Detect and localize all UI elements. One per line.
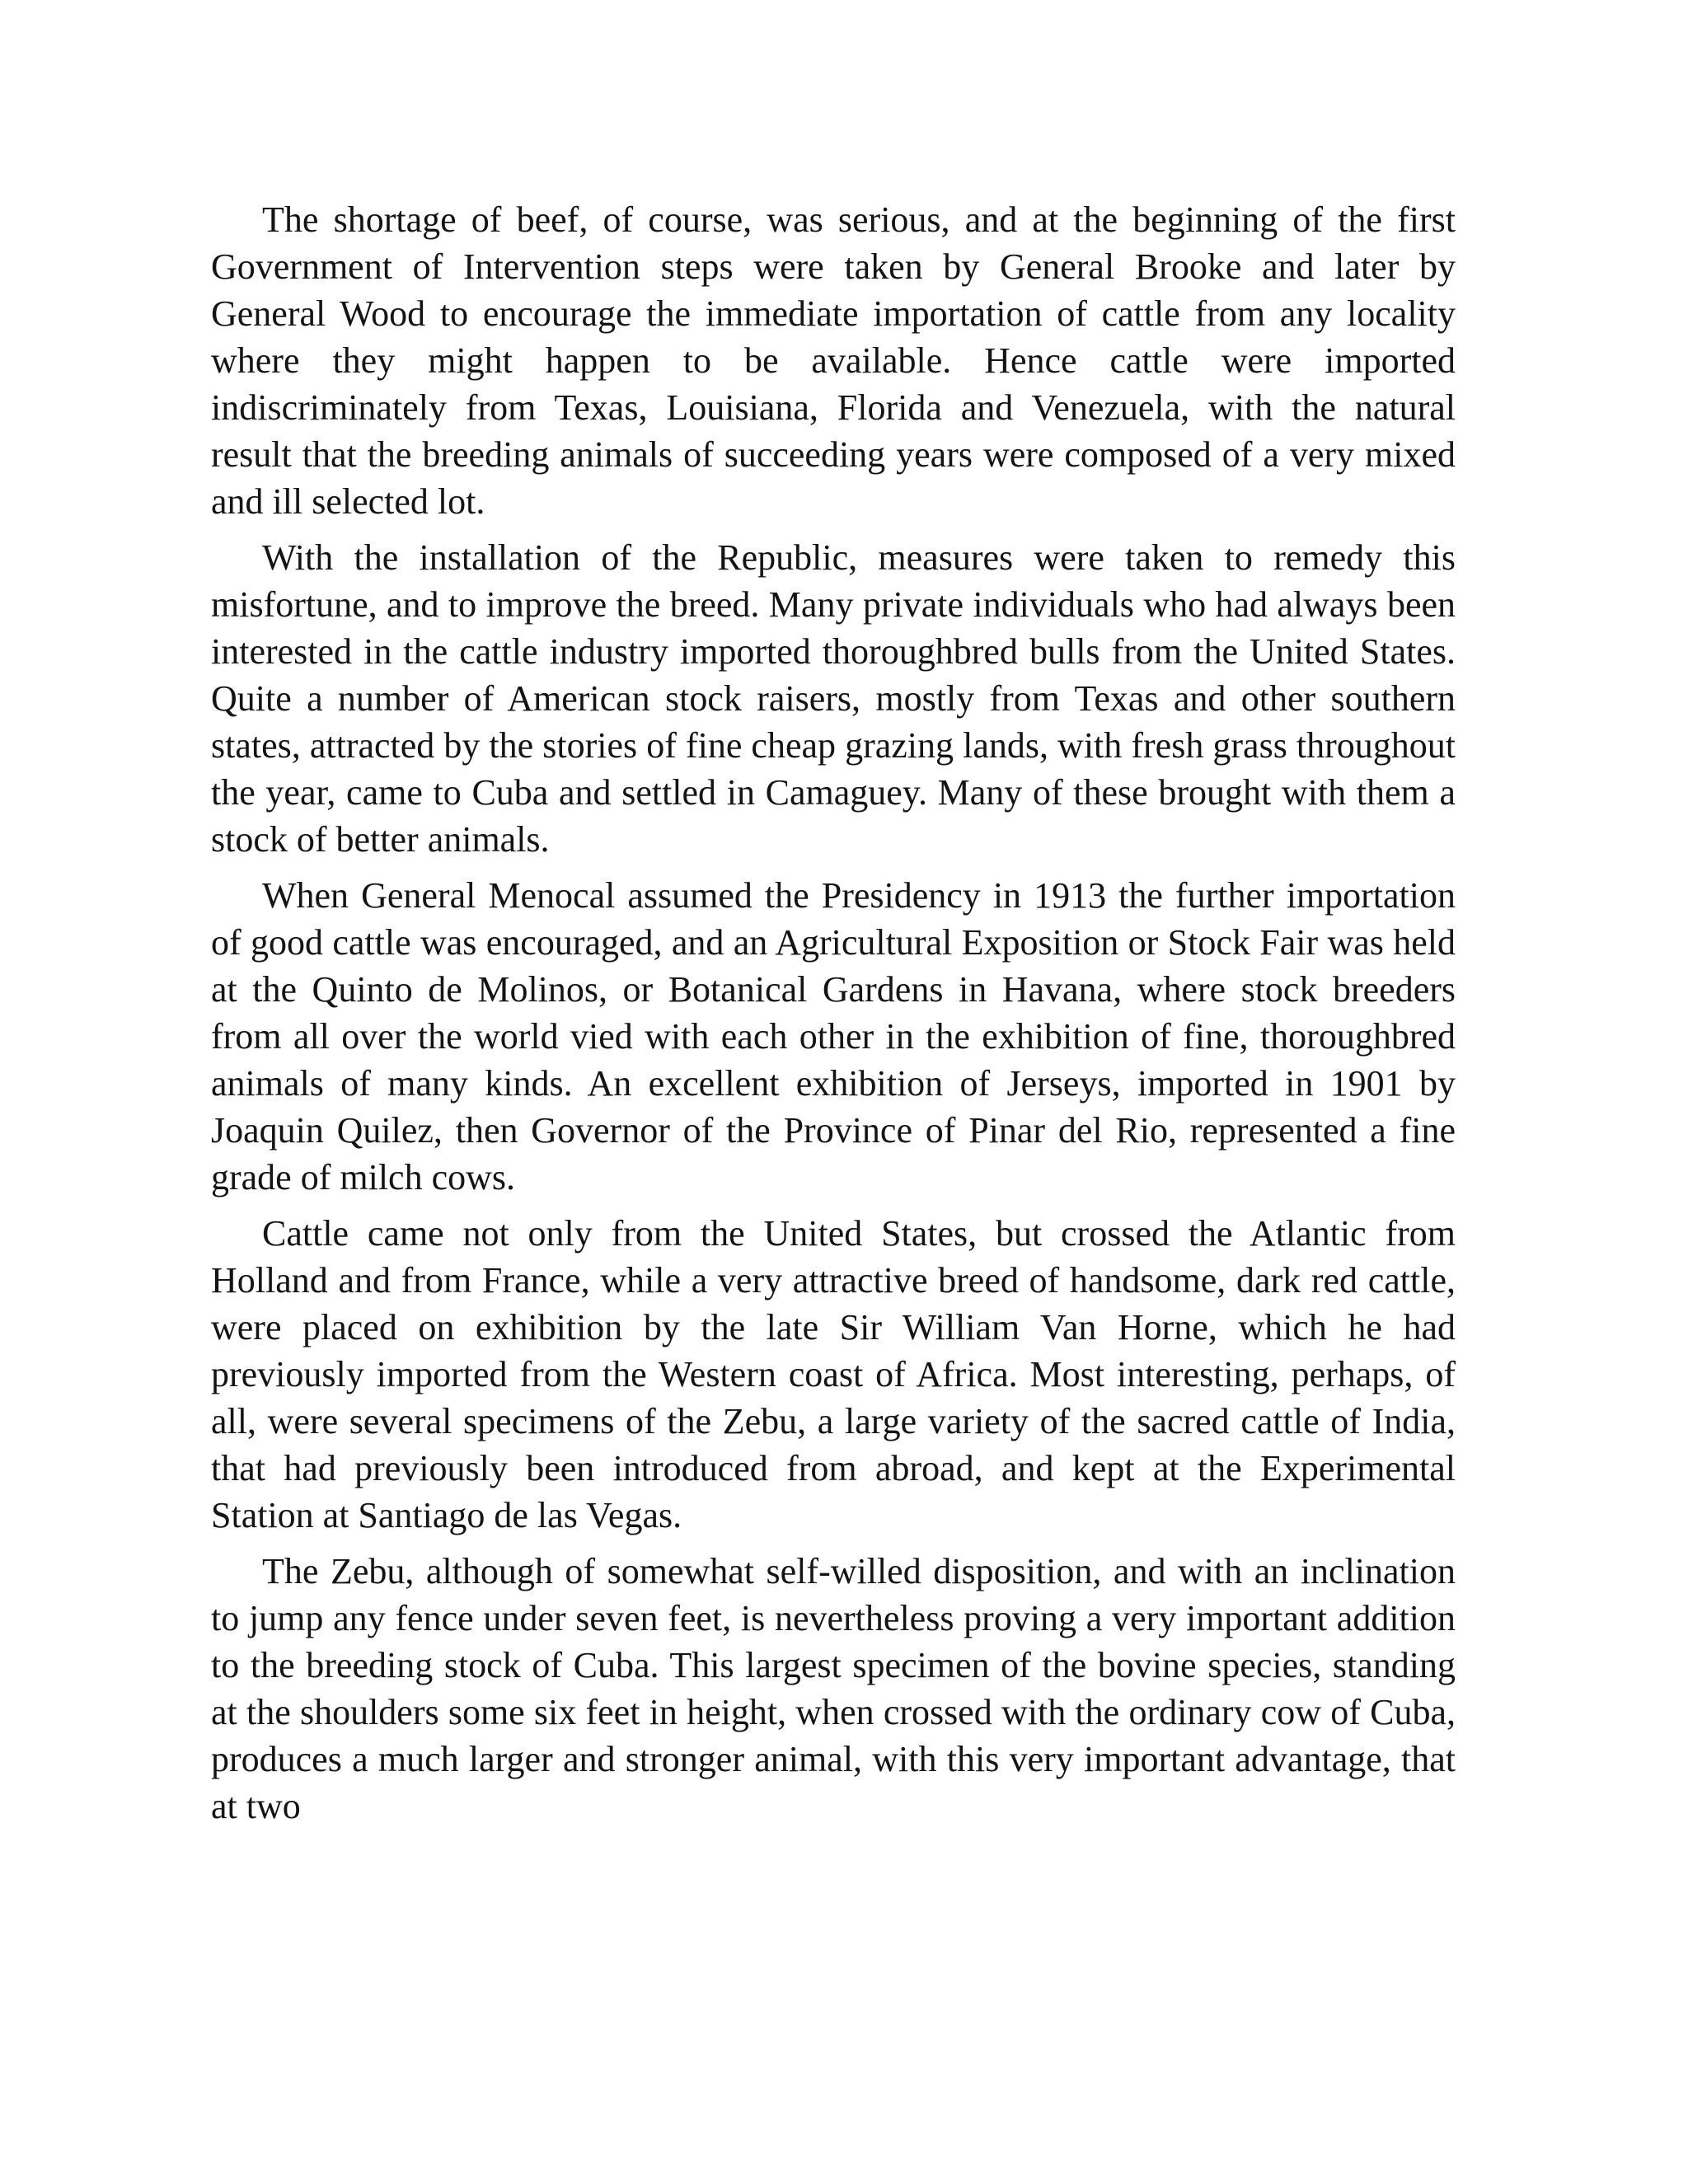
paragraph-menocal-exposition: When General Menocal assumed the Presidency in 1913 the further importation of good cattle was encouraged, and an Agricultural Exposition or Stock Fair was held at the Quinto de Molinos, or Botanical Gardens in Havana, where stock breeders from all over the world vied with each other in the exhibition of fine, thoroughbred animals of many kinds. An excellent exhibition of Jerseys, imported in 1901 by Joaquin Quilez, then Governor of the Province of Pinar del Rio, represented a fine grade of milch cows. (211, 875, 1456, 1197)
paragraph-cattle-origins: Cattle came not only from the United States, but crossed the Atlantic from Holland and from France, while a very attractive breed of handsome, dark red cattle, were placed on exhibition by the late Sir William Van Horne, which he had previously imported from the Western coast of Africa. Most interesting, perhaps, of all, were several specimens of the Zebu, a large variety of the sacred cattle of India, that had previously been introduced from abroad, and kept at the Experimental Station at Santiago de las Vegas. (211, 1213, 1456, 1535)
paragraph-zebu: The Zebu, although of somewhat self-willed disposition, and with an inclination to jump any fence under seven feet, is nevertheless proving a very important addition to the breeding stock of Cuba. This largest specimen of the bovine species, standing at the shoulders some six feet in height, when crossed with the ordinary cow of Cuba, produces a much larger and stronger animal, with this very important advantage, that at two (211, 1551, 1456, 1826)
body-text (211, 196, 1456, 1839)
paragraph-beef-shortage: The shortage of beef, of course, was serious, and at the beginning of the first Government of Intervention steps were taken by General Brooke and later by General Wood to encourage the immediate importation of cattle from any locality where they might happen to be available. Hence cattle were imported indiscriminately from Texas, Louisiana, Florida and Venezuela, with the natural result that the breeding animals of succeeding years were composed of a very mixed and ill selected lot. (211, 199, 1456, 522)
paragraph-republic-measures: With the installation of the Republic, measures were taken to remedy this misfortune, and to improve the breed. Many private individuals who had always been interested in the cattle industry imported thoroughbred bulls from the United States. Quite a number of American stock raisers, mostly from Texas and other southern states, attracted by the stories of fine cheap grazing lands, with fresh grass throughout the year, came to Cuba and settled in Camaguey. Many of these brought with them a stock of better animals. (211, 537, 1456, 860)
